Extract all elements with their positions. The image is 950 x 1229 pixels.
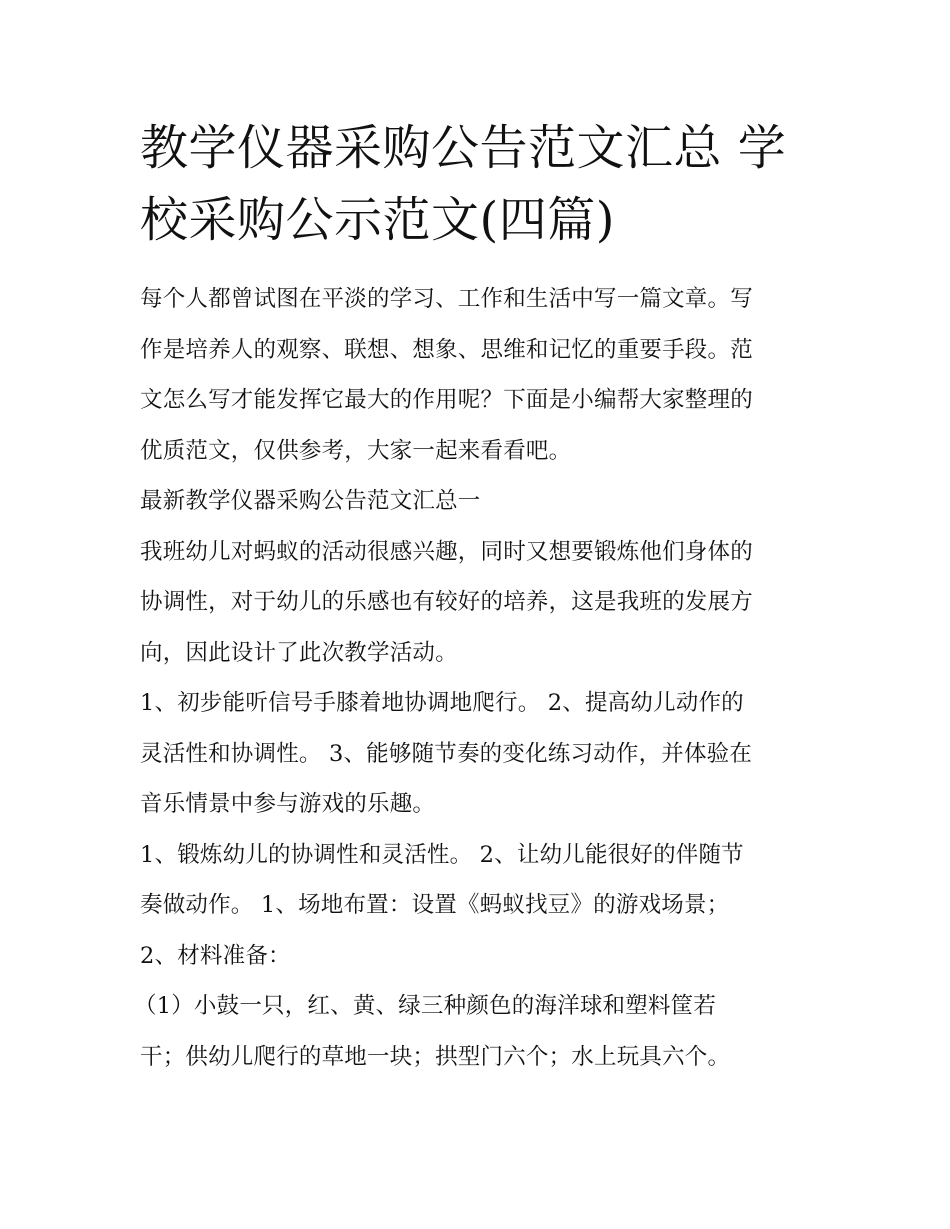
body-line-3: 文怎么写才能发挥它最大的作用呢？下面是小编帮大家整理的: [140, 387, 753, 413]
title-line-2: 校采购公示范文(四篇): [140, 192, 615, 248]
body-line-8: 向，因此设计了此次教学活动。: [140, 639, 458, 666]
body-line-11: 音乐情景中参与游戏的乐趣。: [140, 791, 436, 817]
body-line-14: 2、材料准备：: [140, 942, 291, 969]
body-line-4: 优质范文，仅供参考，大家一起来看看吧。: [140, 437, 572, 464]
document-body: [134, 274, 812, 1082]
body-line-13: 奏做动作。 1、场地布置：设置《蚂蚁找豆》的游戏场景；: [140, 892, 730, 918]
body-line-2: 作是培养人的观察、联想、想象、思维和记忆的重要手段。范: [140, 336, 753, 363]
body-line-9: 1、初步能听信号手膝着地协调地爬行。 2、提高幼儿动作的: [140, 690, 744, 716]
body-line-12: 1、锻炼幼儿的协调性和灵活性。 2、让幼儿能很好的伴随节: [140, 841, 744, 868]
body-line-7: 协调性，对于幼儿的乐感也有较好的培养，这是我班的发展方: [140, 589, 753, 615]
document-title: [140, 112, 812, 256]
body-line-10: 灵活性和协调性。 3、能够随节奏的变化练习动作，并体验在: [140, 740, 753, 767]
body-line-6: 我班幼儿对蚂蚁的活动很感兴趣，同时又想要锻炼他们身体的: [140, 538, 753, 565]
title-line-1: 教学仪器采购公告范文汇总 学: [140, 120, 787, 176]
body-line-1: 每个人都曾试图在平淡的学习、工作和生活中写一篇文章。写: [140, 286, 753, 312]
body-line-16: 干；供幼儿爬行的草地一块；拱型门六个；水上玩具六个。: [140, 1043, 731, 1070]
body-line-15: （1）小鼓一只，红、黄、绿三种颜色的海洋球和塑料筐若: [134, 993, 717, 1019]
section-heading-1: 最新教学仪器采购公告范文汇总一: [140, 488, 481, 514]
